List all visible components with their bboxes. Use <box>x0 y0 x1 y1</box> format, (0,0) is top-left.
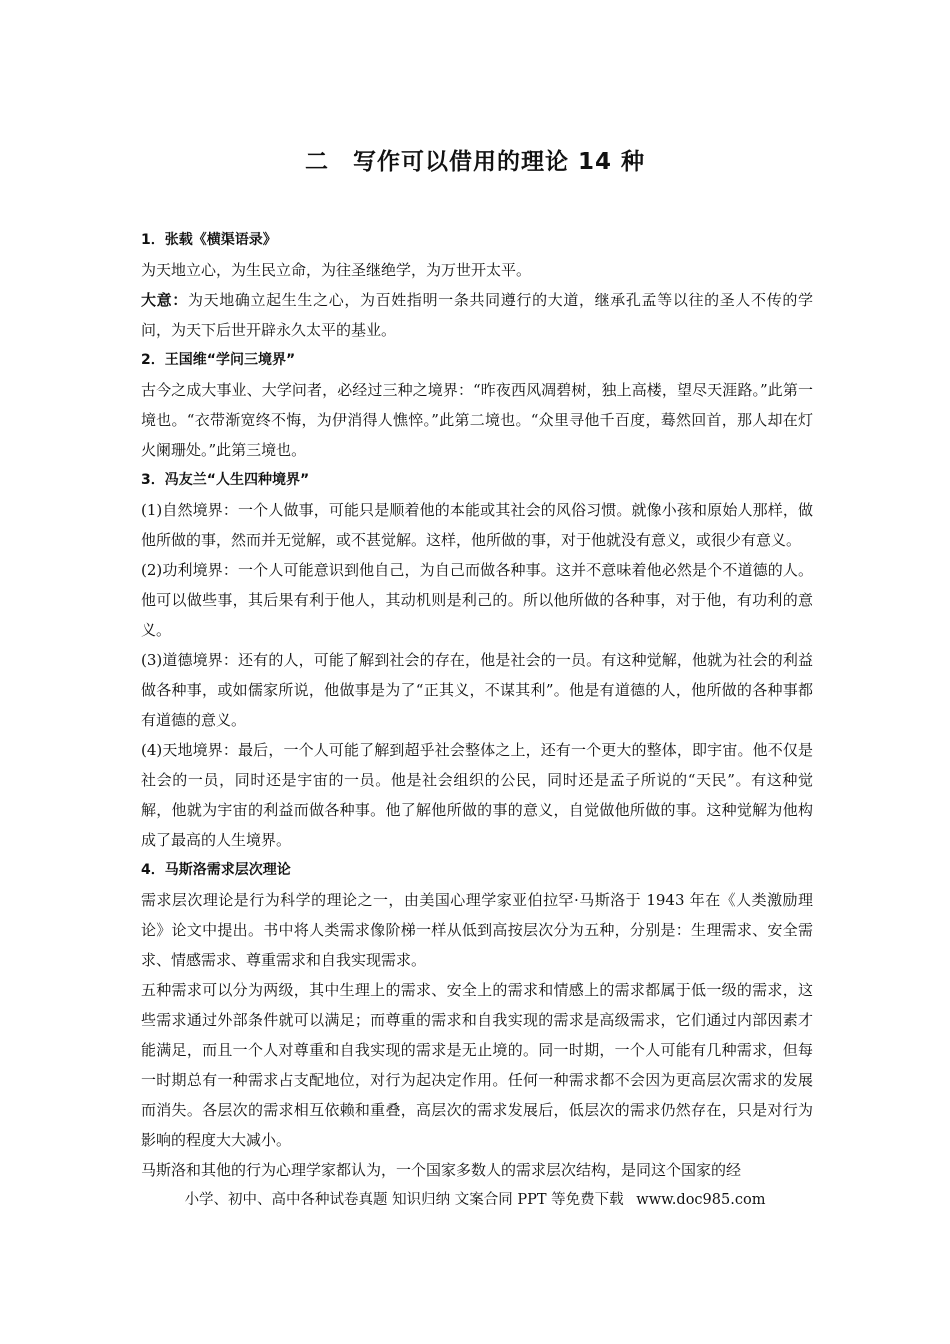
gist-label: 大意： <box>141 291 188 309</box>
section-heading: 1．张载《横渠语录》 <box>141 232 277 248</box>
gist-text: 为天地确立起生生之心，为百姓指明一条共同遵行的大道，继承孔孟等以往的圣人不传的学问，为天下后世开辟永久太平的基业。 <box>141 291 813 339</box>
paragraph: 为天地立心，为生民立命，为往圣继绝学，为万世开太平。 <box>141 261 532 279</box>
section-heading: 2．王国维“学问三境界” <box>141 352 296 368</box>
paragraph: (4)天地境界：最后，一个人可能了解到超乎社会整体之上，还有一个更大的整体，即宇宙。他不仅是社会的一员，同时还是宇宙的一员。他是社会组织的公民，同时还是孟子所说的“天民”。有这种觉解，他就为宇宙的利益而做各种事。他了解他所做的事的意义，自觉做他所做的事。这种觉解为他构成了最高的人生境界。 <box>141 741 813 849</box>
page-title: 二 写作可以借用的理论 14 种 <box>304 149 646 175</box>
page-footer <box>0 1188 950 1209</box>
gist-paragraph <box>141 285 813 345</box>
section-heading: 3．冯友兰“人生四种境界” <box>141 472 310 488</box>
document-body <box>141 225 813 1185</box>
footer-site-link[interactable]: www.doc985.com <box>636 1192 766 1208</box>
paragraph: 需求层次理论是行为科学的理论之一，由美国心理学家亚伯拉罕·马斯洛于 1943 年在《人类激励理论》论文中提出。书中将人类需求像阶梯一样从低到高按层次分为五种，分别是：生理需求、安全需求、情感需求、尊重需求和自我实现需求。 <box>141 891 813 969</box>
paragraph: 马斯洛和其他的行为心理学家都认为，一个国家多数人的需求层次结构，是同这个国家的经 <box>141 1161 742 1179</box>
paragraph: (1)自然境界：一个人做事，可能只是顺着他的本能或其社会的风俗习惯。就像小孩和原始人那样，做他所做的事，然而并无觉解，或不甚觉解。这样，他所做的事，对于他就没有意义，或很少有意义。 <box>141 501 813 549</box>
paragraph: (3)道德境界：还有的人，可能了解到社会的存在，他是社会的一员。有这种觉解，他就为社会的利益做各种事，或如儒家所说，他做事是为了“正其义，不谋其利”。他是有道德的人，他所做的各种事都有道德的意义。 <box>141 651 813 729</box>
footer-text: 小学、初中、高中各种试卷真题 知识归纳 文案合同 PPT 等免费下载 <box>184 1192 624 1208</box>
section-heading: 4．马斯洛需求层次理论 <box>141 862 291 878</box>
paragraph: 五种需求可以分为两级，其中生理上的需求、安全上的需求和情感上的需求都属于低一级的需求，这些需求通过外部条件就可以满足；而尊重的需求和自我实现的需求是高级需求，它们通过内部因素才能满足，而且一个人对尊重和自我实现的需求是无止境的。同一时期，一个人可能有几种需求，但每一时期总有一种需求占支配地位，对行为起决定作用。任何一种需求都不会因为更高层次需求的发展而消失。各层次的需求相互依赖和重叠，高层次的需求发展后，低层次的需求仍然存在，只是对行为影响的程度大大减小。 <box>141 981 813 1149</box>
paragraph: (2)功利境界：一个人可能意识到他自己，为自己而做各种事。这并不意味着他必然是个不道德的人。他可以做些事，其后果有利于他人，其动机则是利己的。所以他所做的各种事，对于他，有功利的意义。 <box>141 561 813 639</box>
paragraph: 古今之成大事业、大学问者，必经过三种之境界：“昨夜西风凋碧树，独上高楼，望尽天涯路。”此第一境也。“衣带渐宽终不悔，为伊消得人憔悴。”此第二境也。“众里寻他千百度，蓦然回首，那人却在灯火阑珊处。”此第三境也。 <box>141 381 813 459</box>
